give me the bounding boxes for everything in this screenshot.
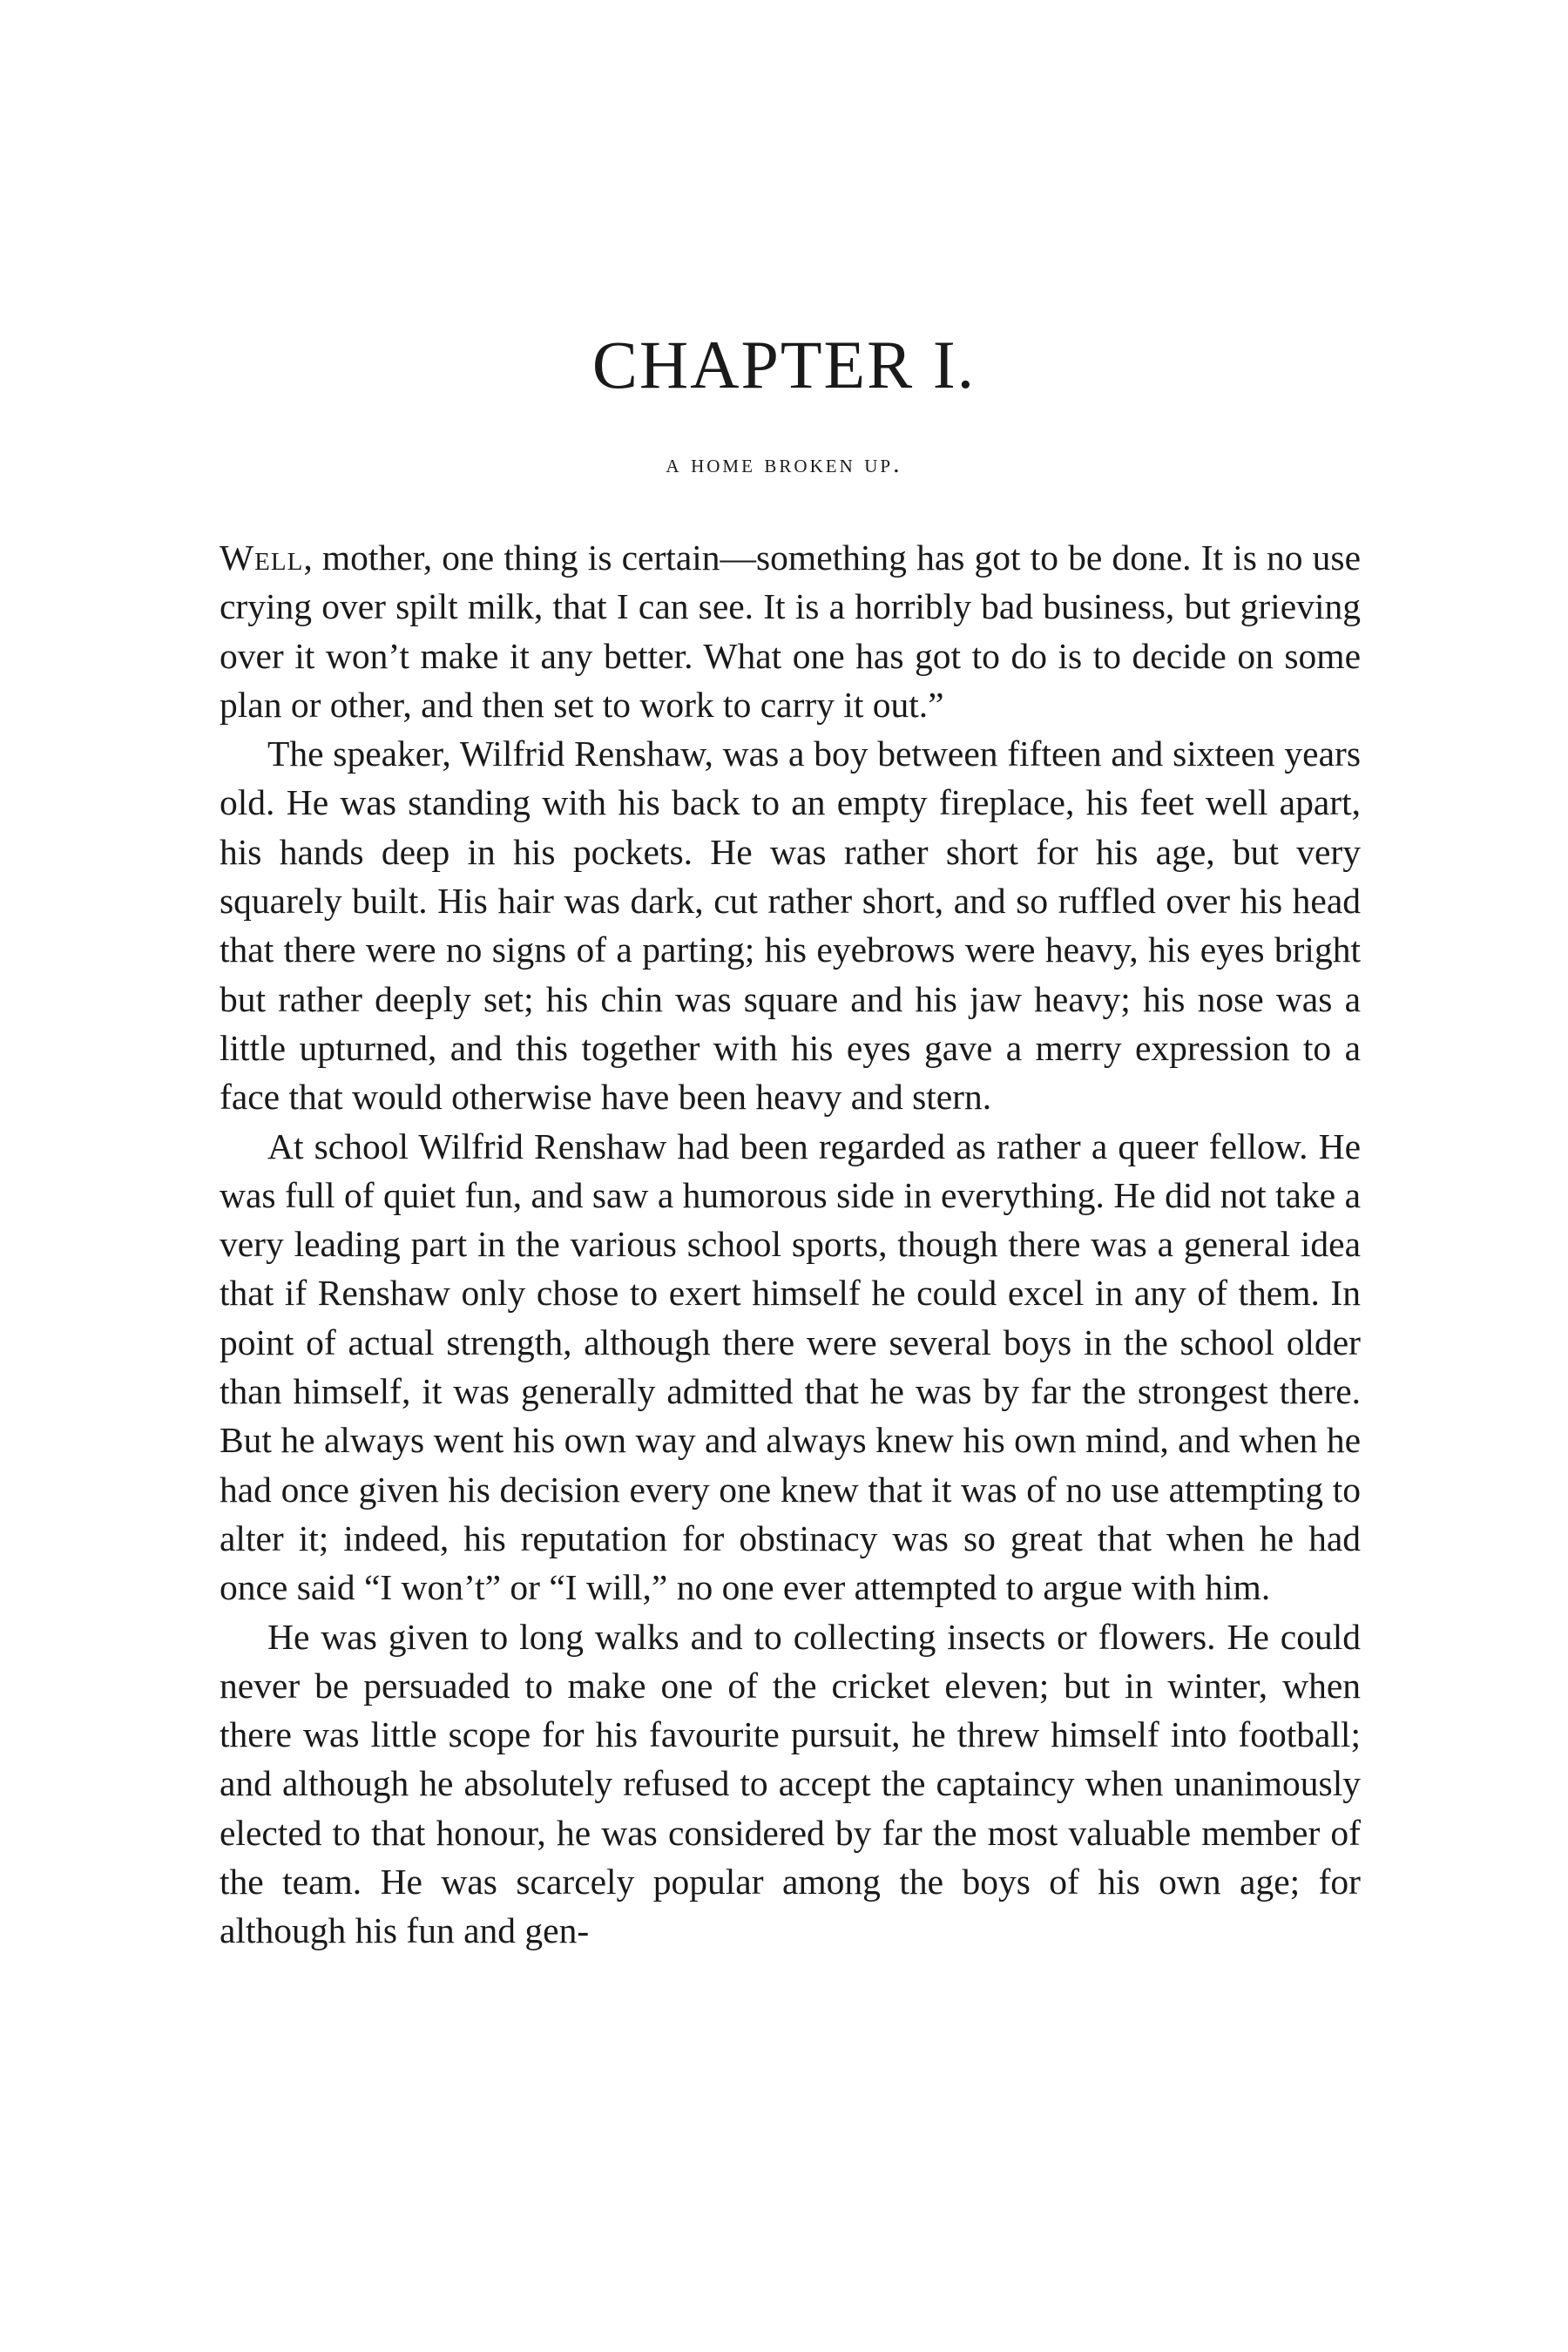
chapter-heading: CHAPTER I. <box>591 327 977 402</box>
opening-word: Well <box>220 537 304 578</box>
paragraph <box>220 533 1361 729</box>
chapter-subtitle: a home broken up. <box>666 449 902 478</box>
paragraph: At school Wilfrid Renshaw had been regarded as rather a queer fellow. He was full of quiet fun, and saw a humorous side in everything. He did not take a very leading part in the various school sports, though there was a general idea that if Renshaw only chose to exert himself he could excel in any of them. In point of actual strength, although there were several boys in the school older than himself, it was generally admitted that he was by far the strongest there. But he always went his own way and always knew his own mind, and when he had once given his decision every one knew that it was of no use attempting to alter it; indeed, his reputation for obstinacy was so great that when he had once said “I won’t” or “I will,” no one ever attempted to argue with him. <box>220 1125 1361 1608</box>
chapter-body <box>220 533 1361 1956</box>
paragraph: He was given to long walks and to collecting insects or flowers. He could never be persuaded to make one of the cricket eleven; but in winter, when there was little scope for his favourite pursuit, he threw himself into football; and although he absolutely refused to accept the captaincy when unanimously elected to that honour, he was considered by far the most valuable member of the team. He was scarcely popular among the boys of his own age; for although his fun and gen- <box>220 1616 1361 1951</box>
paragraph: The speaker, Wilfrid Renshaw, was a boy between fifteen and sixteen years old. He was standing with his back to an empty fireplace, his feet well apart, his hands deep in his pockets. He was rather short for his age, but very squarely built. His hair was dark, cut rather short, and so ruffled over his head that there were no signs of a parting; his eyebrows were heavy, his eyes bright but rather deeply set; his chin was square and his jaw heavy; his nose was a little upturned, and this together with his eyes gave a merry expression to a face that would otherwise have been heavy and stern. <box>220 733 1361 1118</box>
paragraph-text: , mother, one thing is certain—something has got to be done. It is no use crying over spilt milk, that I can see. It is a horribly bad business, but grieving over it won’t make it any better. What one has got to do is to decide on some plan or other, and then set to work to carry it out.” <box>220 537 1361 725</box>
